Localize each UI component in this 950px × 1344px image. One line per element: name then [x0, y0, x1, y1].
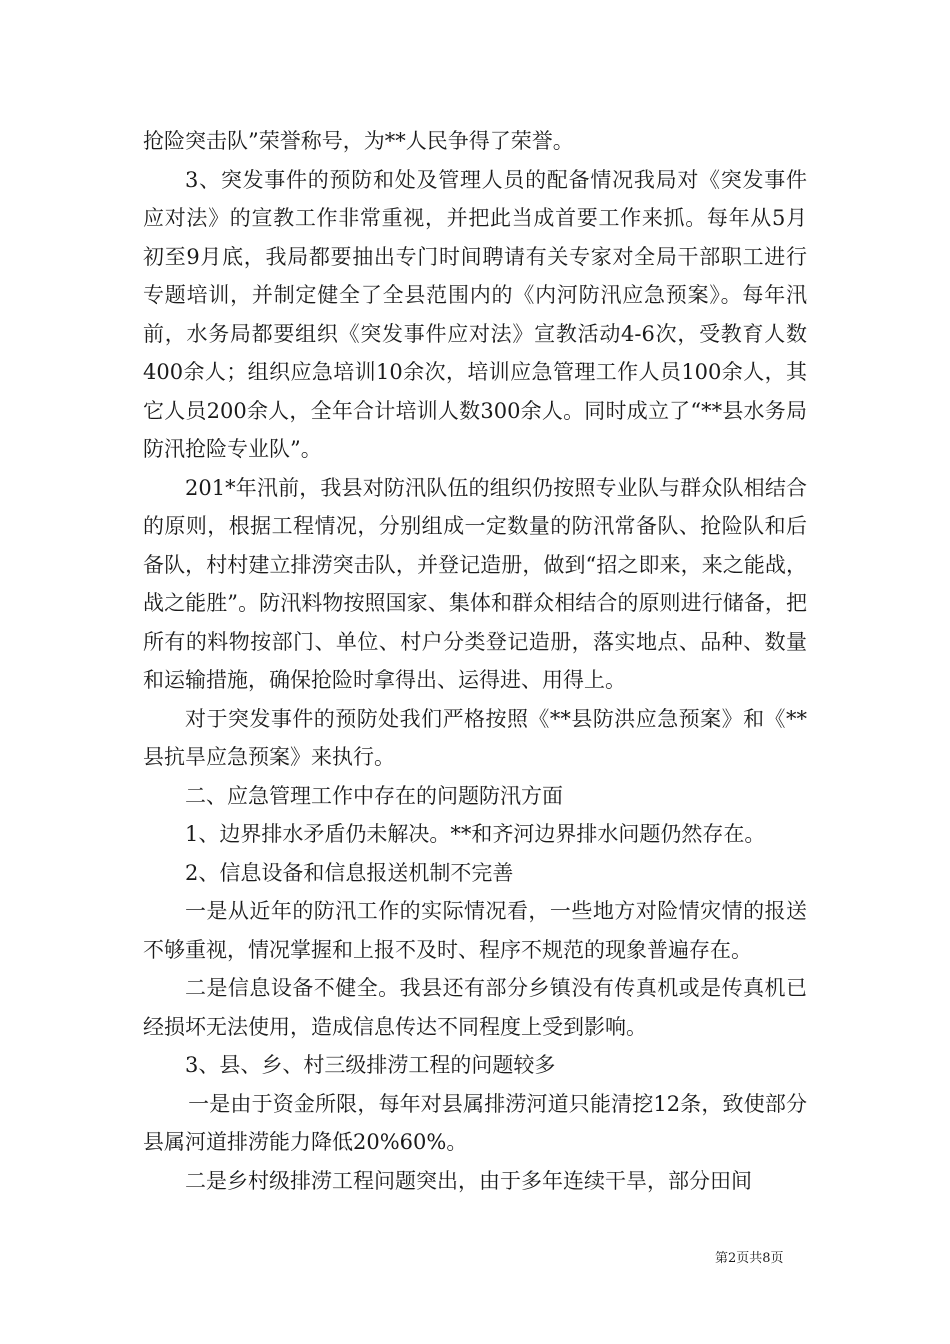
- paragraph-7: 2、信息设备和信息报送机制不完善: [185, 860, 514, 885]
- section-heading: 二、应急管理工作中存在的问题防汛方面: [185, 783, 563, 808]
- paragraph-12: 二是乡村级排涝工程问题突出，由于多年连续干旱，部分田间: [185, 1168, 752, 1193]
- paragraph-11: 一是由于资金所限，每年对县属排涝河道只能清挖12条，致使部分县属河道排涝能力降低20%60%。: [143, 1091, 807, 1154]
- document-body: [143, 122, 807, 1200]
- paragraph-1: 抢险突击队”荣誉称号，为**人民争得了荣誉。: [143, 129, 574, 153]
- paragraph-6: 1、边界排水矛盾仍未解决。**和齐河边界排水问题仍然存在。: [185, 822, 766, 846]
- page-number: 第2页共8页: [715, 1251, 784, 1266]
- paragraph-8: 一是从近年的防汛工作的实际情况看，一些地方对险情灾情的报送不够重视，情况掌握和上报不及时、程序不规范的现象普遍存在。: [143, 899, 807, 962]
- paragraph-10: 3、县、乡、村三级排涝工程的问题较多: [185, 1053, 556, 1077]
- paragraph-9: 二是信息设备不健全。我县还有部分乡镇没有传真机或是传真机已经损坏无法使用，造成信息传达不同程度上受到影响。: [143, 976, 807, 1039]
- paragraph-3: 201*年汛前，我县对防汛队伍的组织仍按照专业队与群众队相结合的原则，根据工程情况，分别组成一定数量的防汛常备队、抢险队和后备队，村村建立排涝突击队，并登记造册，做到“招之即来，来之能战，战之能胜”。防汛料物按照国家、集体和群众相结合的原则进行储备，把所有的料物按部门、单位、村户分类登记造册，落实地点、品种、数量和运输措施，确保抢险时拿得出、运得进、用得上。: [143, 475, 807, 692]
- paragraph-2: 3、突发事件的预防和处及管理人员的配备情况我局对《突发事件应对法》的宣教工作非常重视，并把此当成首要工作来抓。每年从5月初至9月底，我局都要抽出专门时间聘请有关专家对全局干部职工进行专题培训，并制定健全了全县范围内的《内河防汛应急预案》。每年汛前，水务局都要组织《突发事件应对法》宣教活动4-6次，受教育人数400余人；组织应急培训10余次，培训应急管理工作人员100余人，其它人员200余人，全年合计培训人数300余人。同时成立了“**县水务局防汛抢险专业队”。: [143, 167, 807, 461]
- paragraph-4: 对于突发事件的预防处我们严格按照《**县防洪应急预案》和《**县抗旱应急预案》来执行。: [143, 706, 807, 769]
